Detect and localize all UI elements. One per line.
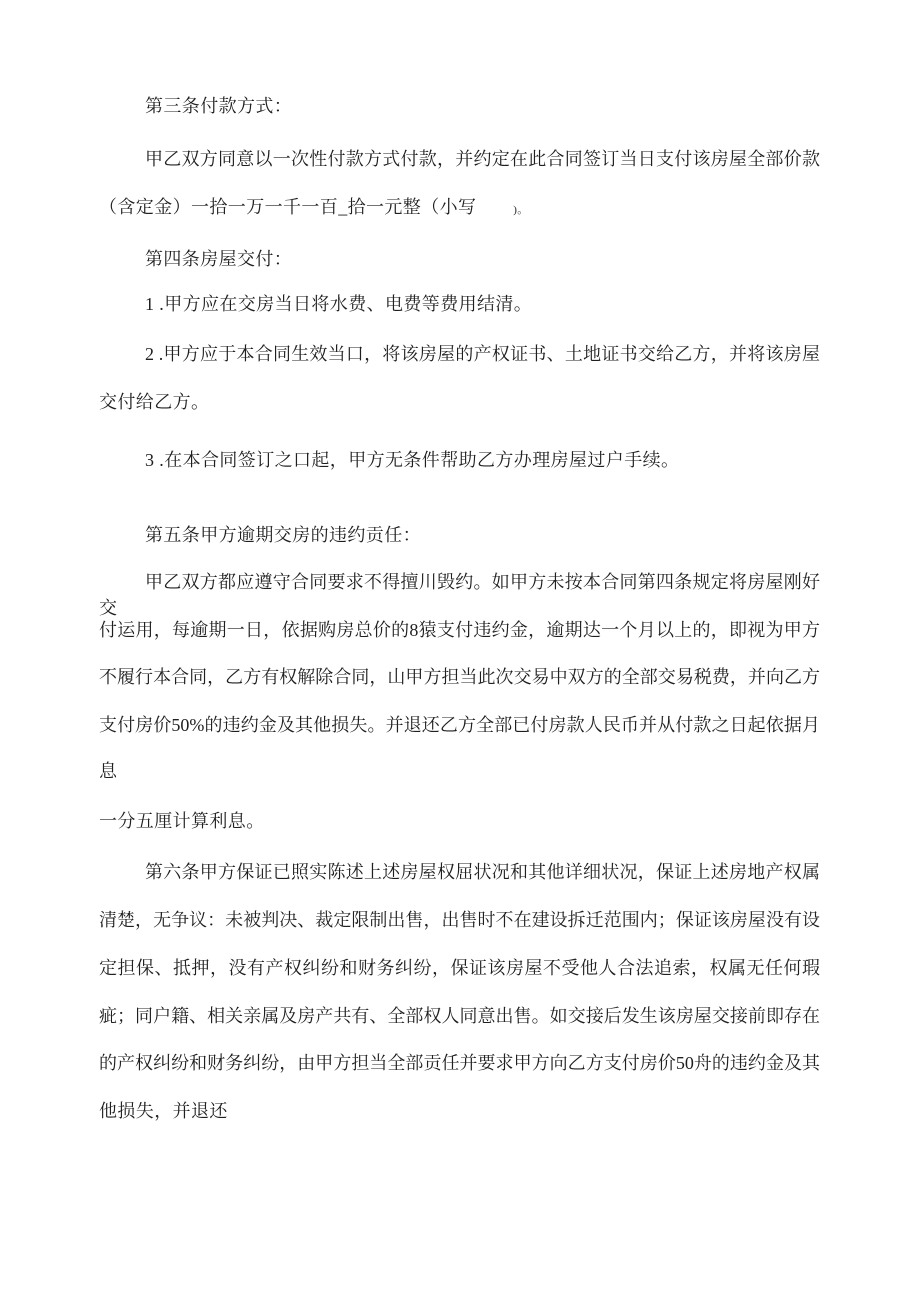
- text-line-21: [99, 1098, 820, 1124]
- text-line-content: 第三条付款方式：: [145, 96, 293, 116]
- text-line-4: [99, 246, 820, 272]
- text-line-12: [99, 664, 820, 690]
- text-line-8: [99, 447, 820, 473]
- text-line-content: 甲乙双方都应遵守合同要求不得擅川毁约。如甲方未按本合同第四条规定将房屋刚好交: [99, 572, 820, 618]
- text-line-15: [99, 808, 820, 834]
- text-line-content: 甲乙双方同意以一次性付款方式付款，并约定在此合同签订当日支付该房屋全部价款: [145, 149, 820, 169]
- text-line-content: 第六条甲方保证已照实陈述上述房屋权屈状况和其他详细状况，保证上述房地产权属: [145, 862, 820, 882]
- text-line-content: 1 .甲方应在交房当日将水费、电费等费用结清。: [145, 294, 533, 314]
- text-line-5: [99, 291, 820, 317]
- text-line-content: 一分五厘计算利息。: [99, 811, 265, 831]
- text-line-9: [99, 522, 820, 548]
- text-line-18: [99, 955, 820, 981]
- text-line-content: 支付房价50%的违约金及其他损失。并退还乙方全部已付房款人民币并从付款之日起依据月: [99, 715, 820, 735]
- text-line-content: 息: [99, 761, 118, 781]
- text-line-content: 3 .在本合同签订之口起，甲方无条件帮助乙方办理房屋过户手续。: [145, 450, 680, 470]
- text-line-content: 第四条房屋交付：: [145, 249, 293, 269]
- text-line-content: （含定金）一拾一万一千一百_拾一元整（小写: [99, 197, 514, 217]
- text-line-content: 付运用，每逾期一日，依据购房总价的8猿支付违约金，逾期达一个月以上的，即视为甲方: [99, 620, 820, 640]
- text-line-3: [99, 194, 820, 220]
- text-line-14: [99, 758, 820, 784]
- text-line-content: 定担保、抵押，没有产权纠纷和财务纠纷，保证该房屋不受他人合法追索，权属无任何瑕: [99, 958, 820, 978]
- text-line-20: [99, 1050, 820, 1076]
- text-line-16: [99, 859, 820, 885]
- text-line-content: 2 .甲方应于本合同生效当口，将该房屋的产权证书、土地证书交给乙方，并将该房屋: [145, 344, 820, 364]
- text-line-content: 第五条甲方逾期交房的违约贡任：: [145, 525, 421, 545]
- text-line-17: [99, 907, 820, 933]
- text-line-content: 清楚，无争议：未被判决、裁定限制出售，出售时不在建设拆迁范围内；保证该房屋没有设: [99, 910, 820, 930]
- text-line-small-tail: )。: [513, 204, 529, 216]
- text-line-content: 疵；同户籍、相关亲属及房产共有、全部权人同意出售。如交接后发生该房屋交接前即存在: [99, 1006, 820, 1026]
- text-line-6: [99, 341, 820, 367]
- text-line-13: [99, 712, 820, 738]
- text-line-content: 的产权纠纷和财务纠纷，由甲方担当全部贡任并要求甲方向乙方支付房价50舟的违约金及其: [99, 1053, 820, 1073]
- text-line-11: [99, 617, 820, 643]
- text-line-content: 交付给乙方。: [99, 392, 210, 412]
- text-line-2: [99, 146, 820, 172]
- text-line-content: 他损失，并退还: [99, 1101, 228, 1121]
- text-line-19: [99, 1003, 820, 1029]
- text-line-7: [99, 389, 820, 415]
- text-line-content: 不履行本合同，乙方有权解除合同，山甲方担当此次交易中双方的全部交易税费，并向乙方: [99, 667, 820, 687]
- text-line-10: [99, 569, 820, 618]
- text-line-1: [99, 93, 820, 119]
